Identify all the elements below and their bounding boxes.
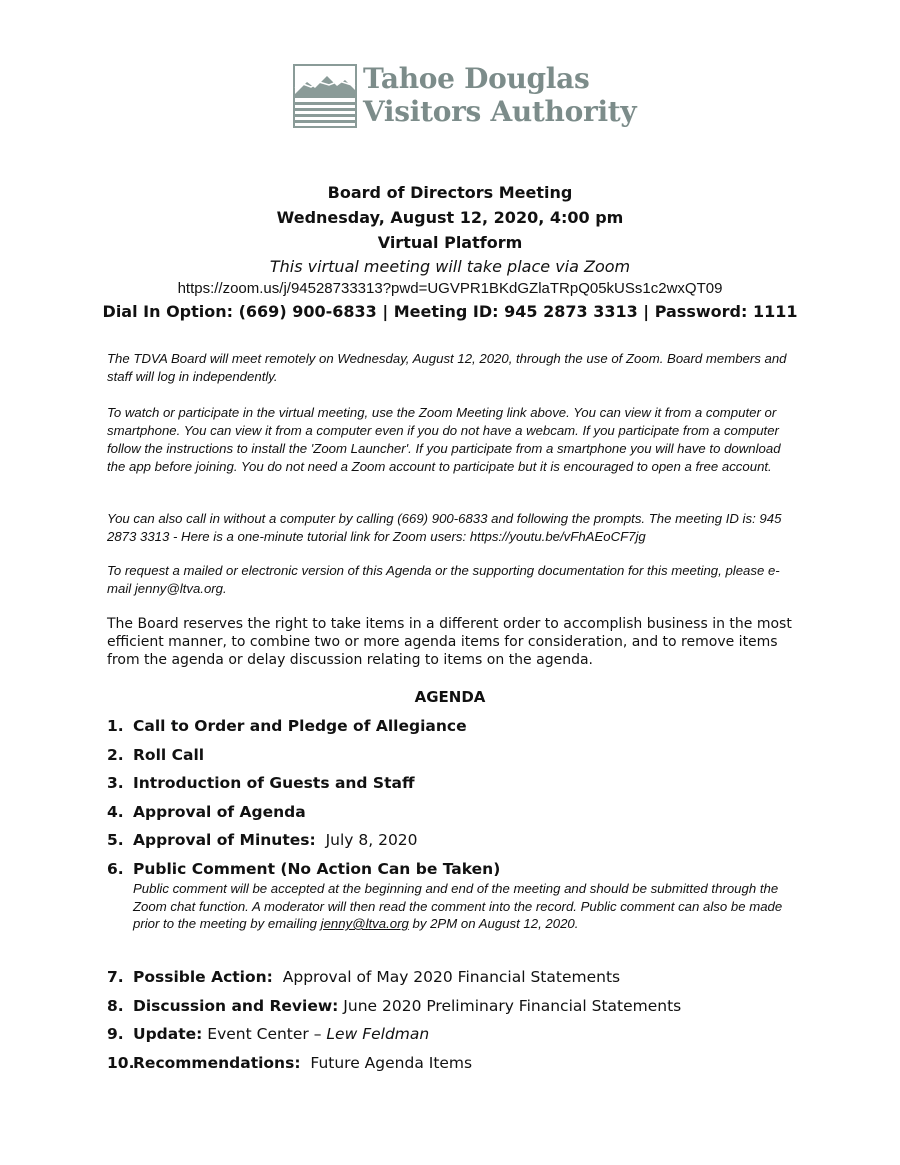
logo-line-2: Visitors Authority xyxy=(363,95,637,128)
meeting-title: Board of Directors Meeting xyxy=(327,183,573,202)
agenda-item-number: 2. xyxy=(107,746,124,764)
agenda-item xyxy=(107,802,797,822)
agenda-item-number: 3. xyxy=(107,774,124,792)
notice-remote-meeting: The TDVA Board will meet remotely on Wednesday, August 12, 2020, through the use of Zoom. Board members and staff will log in independently. xyxy=(107,351,787,384)
agenda-item-number: 1. xyxy=(107,717,124,735)
agenda-item-number: 10. xyxy=(107,1054,135,1072)
agenda-item-detail: June 2020 Preliminary Financial Statements xyxy=(343,997,682,1015)
agenda-item xyxy=(107,716,797,736)
agenda-item xyxy=(107,996,797,1016)
notice-request-agenda: To request a mailed or electronic version of this Agenda or the supporting documentation for this meeting, please e-mail jenny@ltva.org. xyxy=(107,563,780,596)
agenda-item-label: Update: xyxy=(133,1025,203,1043)
meeting-date: Wednesday, August 12, 2020, 4:00 pm xyxy=(276,208,624,227)
logo-line-1: Tahoe Douglas xyxy=(363,62,590,95)
agenda-item xyxy=(107,830,797,850)
public-comment-description xyxy=(133,880,793,933)
agenda-item-label: Possible Action: xyxy=(133,968,273,986)
public-comment-deadline: by 2PM on August 12, 2020. xyxy=(408,916,579,931)
agenda-item-number: 7. xyxy=(107,968,124,986)
agenda-item-label: Roll Call xyxy=(133,746,205,764)
agenda-item-label: Introduction of Guests and Staff xyxy=(133,774,415,792)
board-reserves-statement: The Board reserves the right to take items in a different order to accomplish business in the most efficient manner, to combine two or more agenda items for consideration, and to remove items from the agenda or delay discussion relating to items on the agenda. xyxy=(107,616,792,668)
agenda-item xyxy=(107,745,797,765)
agenda-item-label: Call to Order and Pledge of Allegiance xyxy=(133,717,467,735)
notice-zoom-instructions: To watch or participate in the virtual meeting, use the Zoom Meeting link above. You can view it from a computer or smartphone. You can view it from a computer even if you do not have a webcam. If you participate from a computer follow the instructions to install the 'Zoom Launcher'. If you participate from a smartphone you will have to download the app before joining. You do not need a Zoom account to participate but it is encouraged to open a free account. xyxy=(107,405,781,474)
meeting-subtitle: This virtual meeting will take place via Zoom xyxy=(269,257,631,276)
agenda-item-label: Public Comment (No Action Can be Taken) xyxy=(133,860,501,878)
agenda-heading: AGENDA xyxy=(414,688,486,706)
mountain-lake-logo-icon xyxy=(293,64,357,128)
agenda-item-label: Approval of Minutes: xyxy=(133,831,316,849)
agenda-item-number: 4. xyxy=(107,803,124,821)
zoom-link[interactable]: https://zoom.us/j/94528733313?pwd=UGVPR1BKdGZlaTRpQ05kUSs1c2wxQT09 xyxy=(177,280,723,297)
logo-wordmark xyxy=(363,62,636,128)
agenda-item-number: 8. xyxy=(107,997,124,1015)
email-link[interactable]: jenny@ltva.org xyxy=(320,916,409,931)
agenda-item-presenter: Lew Feldman xyxy=(326,1025,430,1043)
agenda-item xyxy=(107,1053,797,1073)
meeting-platform: Virtual Platform xyxy=(377,233,523,252)
agenda-item-label: Discussion and Review: xyxy=(133,997,339,1015)
agenda-item-detail: Future Agenda Items xyxy=(310,1054,473,1072)
agenda-item-label: Approval of Agenda xyxy=(133,803,306,821)
agenda-item-number: 9. xyxy=(107,1025,124,1043)
agenda-item xyxy=(107,967,797,987)
agenda-item-detail: Event Center – xyxy=(207,1025,322,1043)
agenda-item xyxy=(107,773,797,793)
dial-in-info: Dial In Option: (669) 900-6833 | Meeting ID: 945 2873 3313 | Password: 1111 xyxy=(102,302,798,321)
agenda-item-number: 6. xyxy=(107,860,124,878)
agenda-item-detail: Approval of May 2020 Financial Statements xyxy=(282,968,621,986)
agenda-item-label: Recommendations: xyxy=(133,1054,301,1072)
agenda-item xyxy=(107,859,797,879)
tdva-logo xyxy=(293,62,637,134)
agenda-item-detail: July 8, 2020 xyxy=(325,831,418,849)
public-comment-text: Public comment will be accepted at the beginning and end of the meeting and should be submitted through the Zoom chat function. A moderator will then read the comment into the record. Public comment can also be made prior to the meeting by emailing xyxy=(133,881,783,931)
agenda-item-number: 5. xyxy=(107,831,124,849)
agenda-item xyxy=(107,1024,797,1044)
notice-call-in: You can also call in without a computer by calling (669) 900-6833 and following the prompts. The meeting ID is: 945 2873 3313 - Here is a one-minute tutorial link for Zoom users: https://youtu.be/vFhAEoCF7jg xyxy=(107,511,782,544)
